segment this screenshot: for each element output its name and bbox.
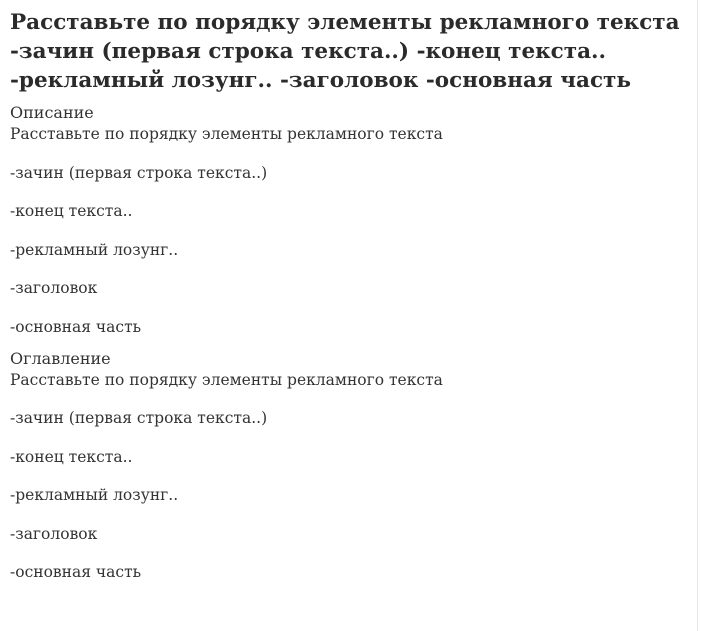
description-body xyxy=(10,124,697,337)
contents-line: -заголовок xyxy=(10,524,98,543)
question-title: Расставьте по порядку элементы рекламного текста -зачин (первая строка текста..) -конец текста.. -рекламный лозунг.. -заголовок -основная часть xyxy=(10,10,680,93)
contents-line: Расставьте по порядку элементы рекламного текста xyxy=(10,370,443,389)
contents-body xyxy=(10,370,697,583)
contents-label: Оглавление xyxy=(10,348,111,368)
description-line: -конец текста.. xyxy=(10,202,133,220)
description-line: -зачин (первая строка текста..) xyxy=(10,163,268,182)
description-label: Описание xyxy=(10,103,94,122)
contents-line: -основная часть xyxy=(10,563,142,581)
description-line: -заголовок xyxy=(10,279,98,297)
contents-line: -конец текста.. xyxy=(10,447,133,466)
contents-line: -рекламный лозунг.. xyxy=(10,486,179,504)
description-line: -основная часть xyxy=(10,317,142,336)
description-line: Расставьте по порядку элементы рекламного текста xyxy=(10,125,443,143)
contents-line: -зачин (первая строка текста..) xyxy=(10,409,268,427)
description-line: -рекламный лозунг.. xyxy=(10,240,179,259)
